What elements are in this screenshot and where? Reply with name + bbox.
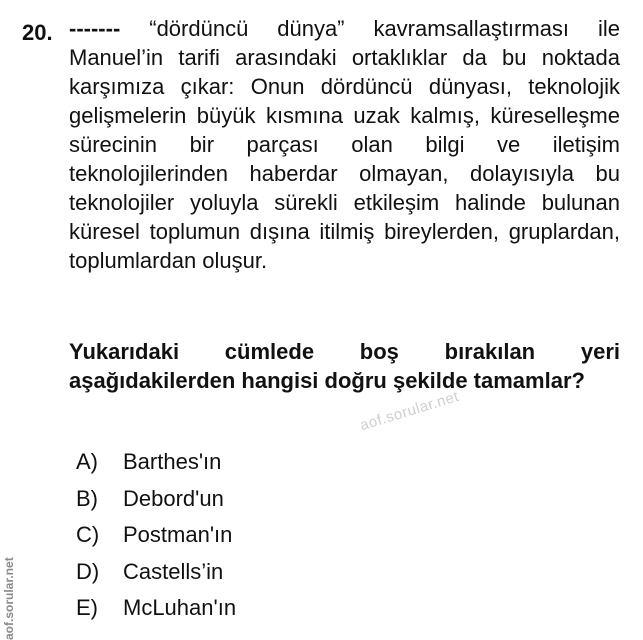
option-text: Barthes'ın — [123, 449, 222, 474]
option-letter: B) — [76, 485, 98, 511]
option-letter: E) — [76, 595, 98, 620]
option-a[interactable] — [76, 444, 236, 481]
option-text: Postman'ın — [123, 522, 233, 547]
option-b[interactable] — [76, 481, 236, 518]
option-e[interactable] — [76, 590, 236, 627]
option-d[interactable] — [76, 554, 236, 591]
blank-placeholder: ------- — [69, 16, 121, 41]
watermark-side: aof.sorular.net — [2, 557, 16, 640]
question-number: 20. — [22, 20, 53, 45]
option-letter: C) — [76, 522, 100, 547]
question-body-text: “dördüncü dünya” kavramsallaştırması ile Manuel’in tarifi arasındaki ortaklıklar da bu noktada karşımıza çıkar: Onun dördüncü dünyası, teknolojik gelişmelerin büyük kısmına uzak kalmış, küreselleşme sürecinin bir parçası olan bilgi ve iletişim teknolojilerinden haberdar olmayan, dolayısıyla bu teknolojiler yoluyla sürekli etkileşim halinde bulunan küresel toplumun dışına itilmiş bireylerden, gruplardan, toplumlardan oluşur. — [69, 16, 620, 273]
watermark-center: aof.sorular.net — [358, 388, 462, 435]
question-prompt: Yukarıdaki cümlede boş bırakılan yeri aşağıdakilerden hangisi doğru şekilde tamamlar? — [69, 339, 620, 393]
option-c[interactable] — [76, 517, 236, 554]
option-text: McLuhan'ın — [123, 595, 237, 620]
question-text — [69, 14, 620, 275]
question-block — [22, 14, 620, 275]
option-text: Debord'un — [123, 485, 224, 511]
option-letter: A) — [76, 449, 98, 474]
option-text: Castells’in — [123, 558, 224, 584]
option-letter: D) — [76, 558, 100, 584]
answer-options — [76, 444, 236, 627]
